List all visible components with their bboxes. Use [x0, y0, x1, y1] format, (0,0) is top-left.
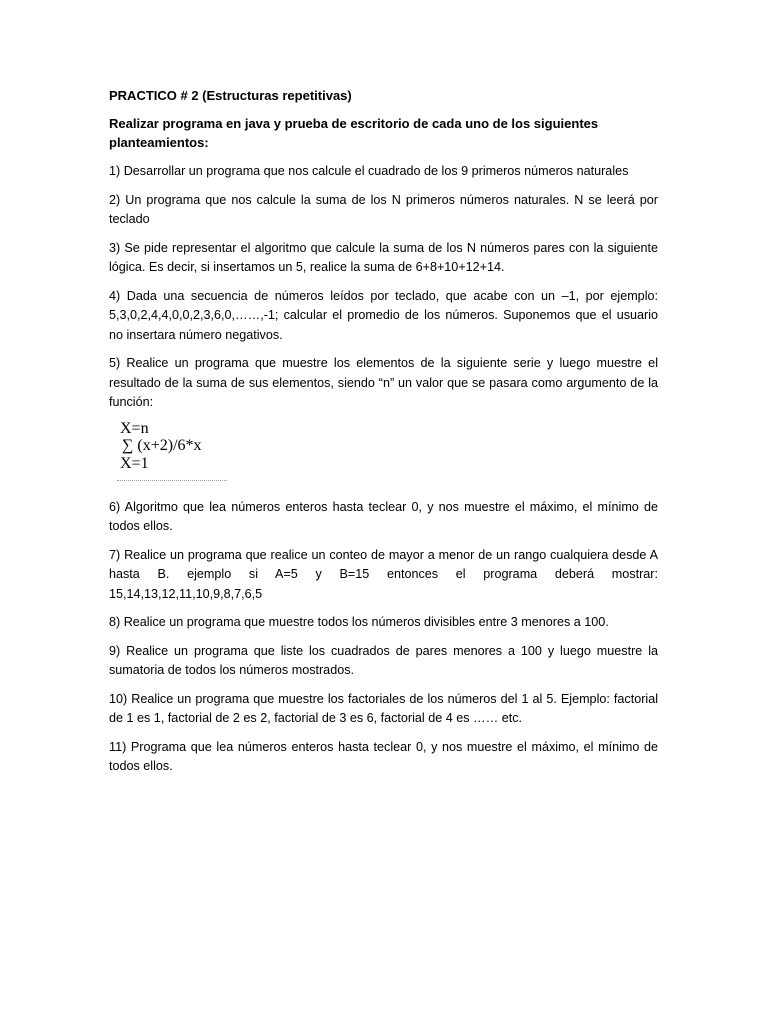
exercise-11: 11) Programa que lea números enteros hasta teclear 0, y nos muestre el máximo, el mínimo de todos ellos.	[109, 739, 658, 773]
exercise-1: 1) Desarrollar un programa que nos calcule el cuadrado de los 9 primeros números naturales	[109, 164, 629, 178]
formula-lower-limit: X=1	[120, 454, 149, 472]
exercise-10: 10) Realice un programa que muestre los factoriales de los números del 1 al 5. Ejemplo: factorial de 1 es 1, factorial de 2 es 2, factorial de 3 es 6, factorial de 4 es …… etc.	[109, 691, 658, 725]
formula-cropped-edge	[117, 480, 227, 485]
exercise-2: 2) Un programa que nos calcule la suma de los N primeros números naturales. N se leerá por teclado	[109, 192, 658, 226]
exercise-7: 7) Realice un programa que realice un conteo de mayor a menor de un rango cualquiera desde A hasta B. ejemplo si A=5 y B=15 entonces el programa deberá mostrar: 15,14,13,12,11,10,9,8,7,6,5	[109, 547, 658, 601]
formula-upper-limit: X=n	[120, 419, 149, 437]
formula-expression: ∑ (x+2)/6*x	[122, 436, 202, 454]
exercise-5: 5) Realice un programa que muestre los elementos de la siguiente serie y luego muestre el resultado de la suma de sus elementos, siendo “n” un valor que se pasara como argumento de la función:	[109, 356, 658, 409]
exercise-4: 4) Dada una secuencia de números leídos por teclado, que acabe con un –1, por ejemplo: 5,3,0,2,4,4,0,0,2,3,6,0,……,-1; calcular el promedio de los números. Suponemos que el usuario no insertara número negativos.	[109, 288, 658, 342]
exercise-8: 8) Realice un programa que muestre todos los números divisibles entre 3 menores a 100.	[109, 615, 609, 629]
document-intro: Realizar programa en java y prueba de escritorio de cada uno de los siguientes planteamientos:	[109, 116, 599, 150]
exercise-9: 9) Realice un programa que liste los cuadrados de pares menores a 100 y luego muestre la sumatoria de todos los números mostrados.	[109, 643, 658, 677]
document-title: PRACTICO # 2 (Estructuras repetitivas)	[109, 88, 352, 103]
document-page	[109, 86, 658, 786]
exercise-3: 3) Se pide representar el algoritmo que calcule la suma de los N números pares con la siguiente lógica. Es decir, si insertamos un 5, realice la suma de 6+8+10+12+14.	[109, 240, 658, 274]
summation-formula	[109, 420, 658, 490]
exercise-6: 6) Algoritmo que lea números enteros hasta teclear 0, y nos muestre el máximo, el mínimo de todos ellos.	[109, 499, 658, 533]
